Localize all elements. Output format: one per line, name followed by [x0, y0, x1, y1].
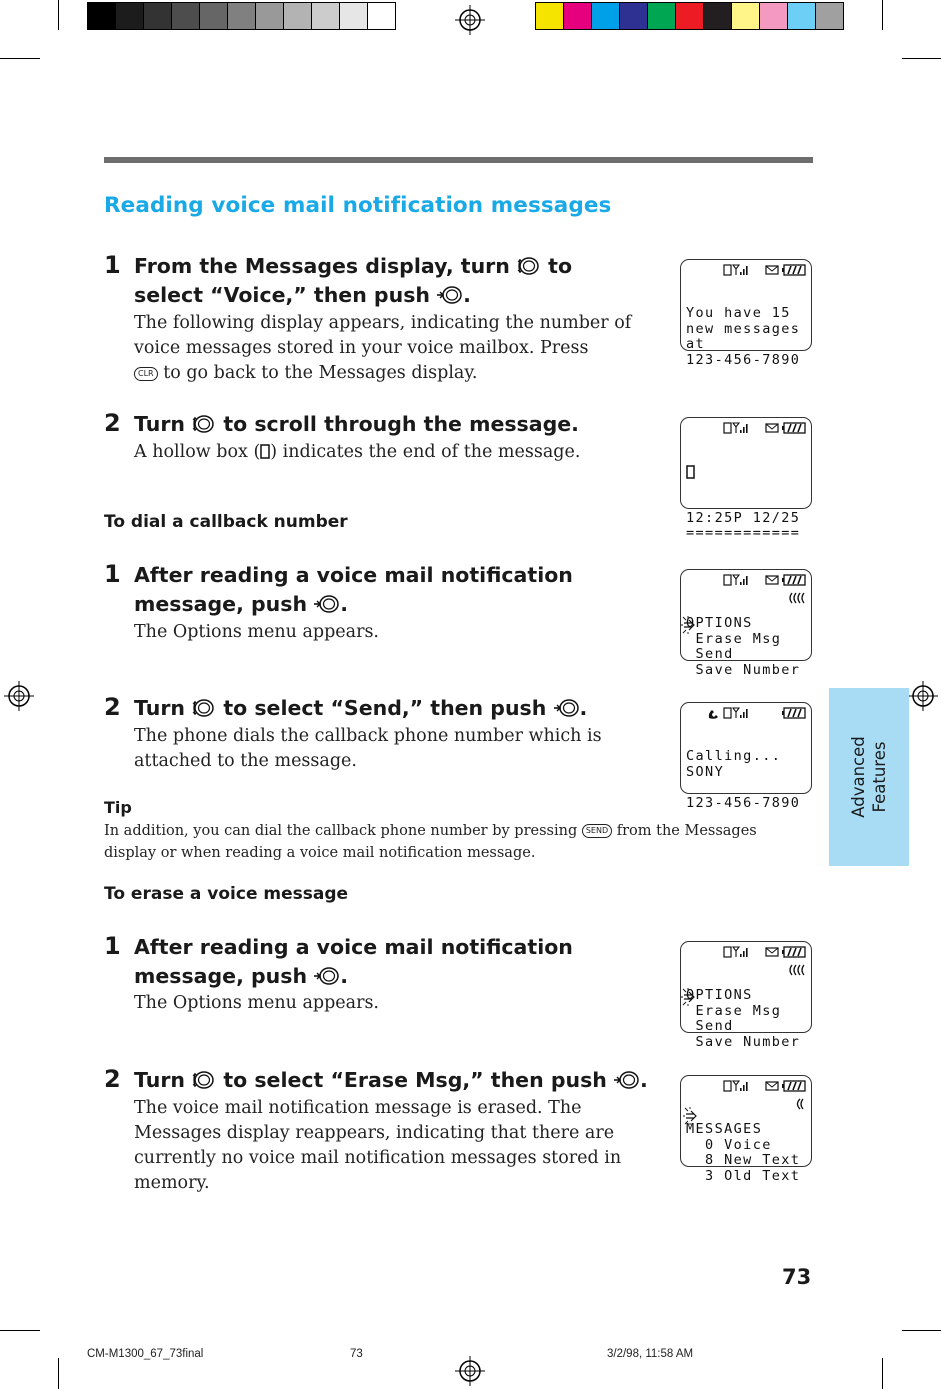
- color-swatch: [199, 2, 228, 30]
- step-description: The voice mail notification message is erased. The Messages display reappears, indicating that there are currently no voice mail notification messages stored in memory.: [134, 1098, 622, 1193]
- color-swatch: [171, 2, 200, 30]
- crop-mark: [902, 1330, 941, 1331]
- color-swatch: [731, 2, 760, 30]
- scroll-indicator-icon: [793, 1098, 805, 1110]
- step-number: 1: [104, 932, 121, 960]
- blinking-cursor-icon: [683, 1106, 699, 1126]
- registration-mark-icon: [455, 1356, 485, 1386]
- jog-dial-turn-icon: [517, 256, 541, 276]
- jog-dial-push-icon: [614, 1070, 640, 1090]
- subsection-heading: To erase a voice message: [104, 884, 349, 904]
- clr-key-icon: CLR: [134, 367, 158, 381]
- step-title: Turn to scroll through the message.: [134, 412, 579, 436]
- color-swatch: [227, 2, 256, 30]
- blinking-cursor-icon: [681, 615, 697, 635]
- color-swatch: [591, 2, 620, 30]
- step-description: A hollow box ( ) indicates the end of the message.: [134, 442, 581, 462]
- color-swatch: [311, 2, 340, 30]
- step-title: From the Messages display, turn to select “Voice,” then push .: [134, 254, 573, 307]
- crop-mark: [882, 1358, 883, 1389]
- step-title: After reading a voice mail notification message, push .: [134, 935, 573, 988]
- step-number: 2: [104, 1065, 121, 1093]
- color-swatch: [787, 2, 816, 30]
- jog-dial-push-icon: [437, 285, 463, 305]
- color-swatch: [703, 2, 732, 30]
- slug-date: 3/2/98, 11:58 AM: [607, 1348, 694, 1360]
- crop-mark: [0, 1330, 40, 1331]
- phone-display-end-of-message: [680, 417, 812, 541]
- color-swatch: [283, 2, 312, 30]
- step-description: The Options menu appears.: [134, 622, 379, 642]
- chapter-tab-label: Advanced Features: [849, 736, 890, 818]
- registration-mark-icon: [4, 681, 34, 711]
- step-number: 1: [104, 560, 121, 588]
- step-title: After reading a voice mail notification message, push .: [134, 563, 573, 616]
- step-description: The following display appears, indicating the number of voice messages stored in your voice mailbox. Press CLR to go back to the Messages display.: [134, 313, 632, 383]
- scroll-indicator-icon: [787, 592, 807, 604]
- color-swatch: [675, 2, 704, 30]
- tip-text: In addition, you can dial the callback phone number by pressing SEND from the Messages display or when reading a voice mail notification message.: [104, 823, 757, 861]
- jog-dial-turn-icon: [192, 1070, 216, 1090]
- step-number: 1: [104, 251, 121, 279]
- phone-display-calling: [680, 702, 812, 811]
- gray-color-bar: [87, 2, 395, 30]
- jog-dial-push-icon: [314, 594, 340, 614]
- color-swatch: [759, 2, 788, 30]
- color-swatch: [647, 2, 676, 30]
- display-text: OPTIONS Erase Msg Send Save Number: [686, 987, 801, 1050]
- subsection-heading: To dial a callback number: [104, 512, 348, 532]
- send-key-icon: SEND: [582, 824, 612, 838]
- step-description: The phone dials the callback phone number which is attached to the message.: [134, 726, 602, 771]
- phone-display-messages: [680, 1075, 812, 1184]
- phone-display-options: [680, 569, 812, 678]
- jog-dial-turn-icon: [192, 414, 216, 434]
- phone-display-options: [680, 941, 812, 1050]
- blinking-cursor-icon: [681, 987, 697, 1007]
- page-number: 73: [782, 1265, 812, 1289]
- color-swatch: [255, 2, 284, 30]
- crop-mark: [0, 58, 40, 59]
- display-text: You have 15 new messages at 123-456-7890: [686, 305, 801, 368]
- section-title: Reading voice mail notification messages: [104, 193, 612, 218]
- display-text: MESSAGES 0 Voice 8 New Text 3 Old Text: [686, 1121, 801, 1184]
- tip-title: Tip: [104, 798, 132, 817]
- scroll-indicator-icon: [787, 964, 807, 976]
- hollow-box-icon: [260, 444, 270, 460]
- registration-mark-icon: [455, 5, 485, 35]
- color-swatch: [367, 2, 396, 30]
- process-color-bar: [535, 2, 843, 30]
- registration-mark-icon: [908, 681, 938, 711]
- crop-mark: [902, 58, 941, 59]
- color-swatch: [619, 2, 648, 30]
- color-swatch: [115, 2, 144, 30]
- color-swatch: [535, 2, 564, 30]
- step-number: 2: [104, 409, 121, 437]
- display-text: 12:25P 12/25 ============: [686, 433, 800, 619]
- color-swatch: [87, 2, 116, 30]
- step-title: Turn to select “Send,” then push .: [134, 696, 588, 720]
- jog-dial-push-icon: [314, 966, 340, 986]
- step-title: Turn to select “Erase Msg,” then push .: [134, 1068, 648, 1092]
- color-swatch: [339, 2, 368, 30]
- phone-display-voice-count: [680, 259, 812, 368]
- slug-page: 73: [350, 1348, 363, 1360]
- step-number: 2: [104, 693, 121, 721]
- section-rule: [104, 157, 813, 163]
- crop-mark: [882, 0, 883, 30]
- crop-mark: [58, 1358, 59, 1389]
- jog-dial-push-icon: [554, 698, 580, 718]
- crop-mark: [58, 0, 59, 30]
- step-description: The Options menu appears.: [134, 993, 379, 1013]
- color-swatch: [563, 2, 592, 30]
- hollow-box-icon: [686, 465, 696, 480]
- display-text: OPTIONS Erase Msg Send Save Number: [686, 615, 801, 678]
- display-text: Calling... SONY 123-456-7890: [686, 748, 801, 811]
- jog-dial-turn-icon: [192, 698, 216, 718]
- slug-filename: CM-M1300_67_73final: [87, 1348, 204, 1360]
- color-swatch: [143, 2, 172, 30]
- color-swatch: [815, 2, 844, 30]
